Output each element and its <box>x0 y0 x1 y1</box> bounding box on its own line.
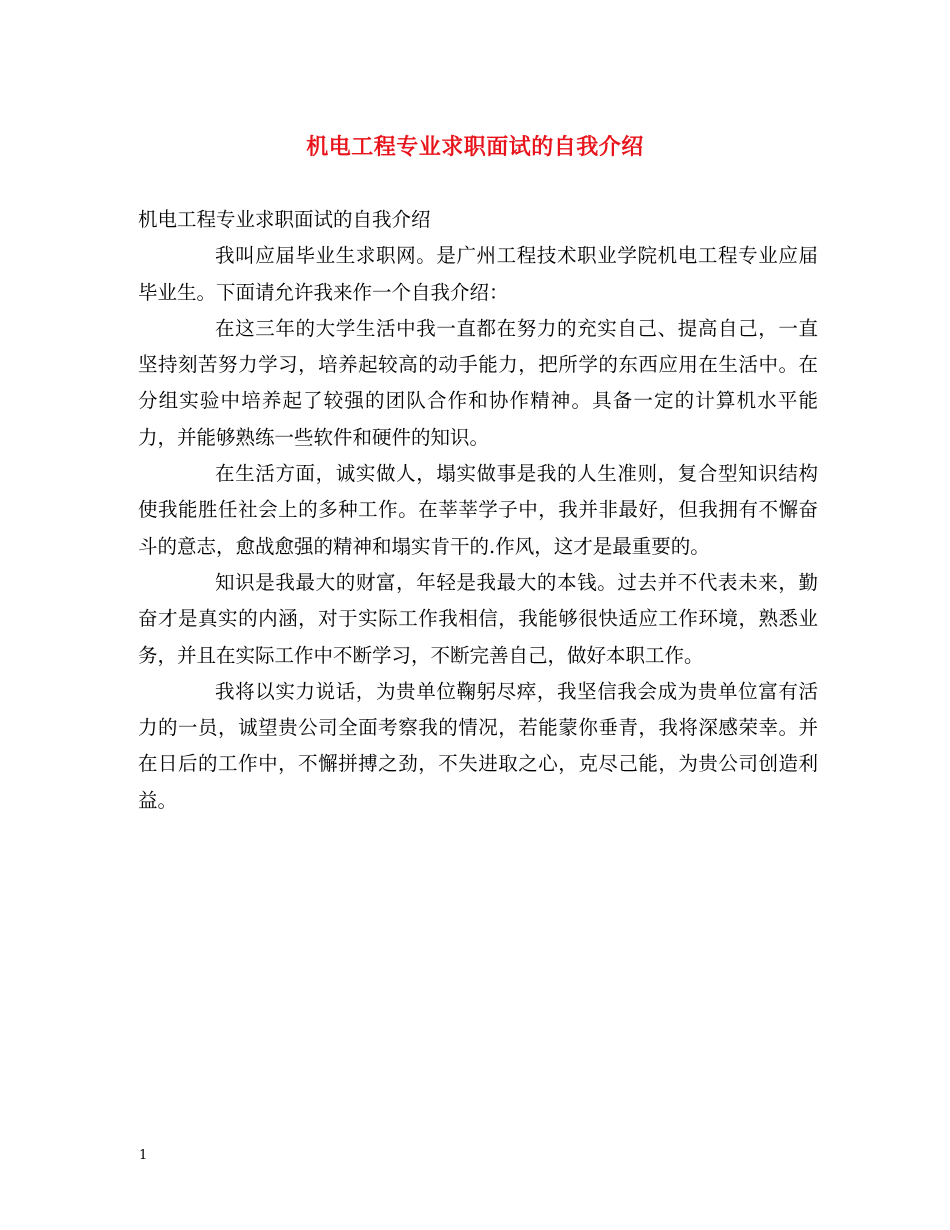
document-title: 机电工程专业求职面试的自我介绍 <box>306 134 644 160</box>
paragraph-life-principles: 在生活方面，诚实做人，塌实做事是我的人生准则，复合型知识结构使我能胜任社会上的多种工作。在莘莘学子中，我并非最好，但我拥有不懈奋斗的意志，愈战愈强的精神和塌实肯干的.作风，这才是最重要的。 <box>138 462 818 558</box>
paragraph-closing: 我将以实力说话，为贵单位鞠躬尽瘁，我坚信我会成为贵单位富有活力的一员，诚望贵公司全面考察我的情况，若能蒙你垂青，我将深感荣幸。并在日后的工作中，不懈拼搏之劲，不失进取之心，克尽己能，为贵公司创造利益。 <box>138 679 818 812</box>
paragraph-university-life: 在这三年的大学生活中我一直都在努力的充实自己、提高自己，一直坚持刻苦努力学习，培养起较高的动手能力，把所学的东西应用在生活中。在分组实验中培养起了较强的团队合作和协作精神。具备一定的计算机水平能力，并能够熟练一些软件和硬件的知识。 <box>138 316 818 449</box>
page-number: 1 <box>139 1148 148 1163</box>
body-subheading: 机电工程专业求职面试的自我介绍 <box>138 208 431 231</box>
document-body <box>138 202 818 819</box>
paragraph-intro: 我叫应届毕业生求职网。是广州工程技术职业学院机电工程专业应届毕业生。下面请允许我来作一个自我介绍： <box>138 244 818 304</box>
paragraph-knowledge: 知识是我最大的财富，年轻是我最大的本钱。过去并不代表未来，勤奋才是真实的内涵，对于实际工作我相信，我能够很快适应工作环境，熟悉业务，并且在实际工作中不断学习，不断完善自己，做好本职工作。 <box>138 570 818 667</box>
